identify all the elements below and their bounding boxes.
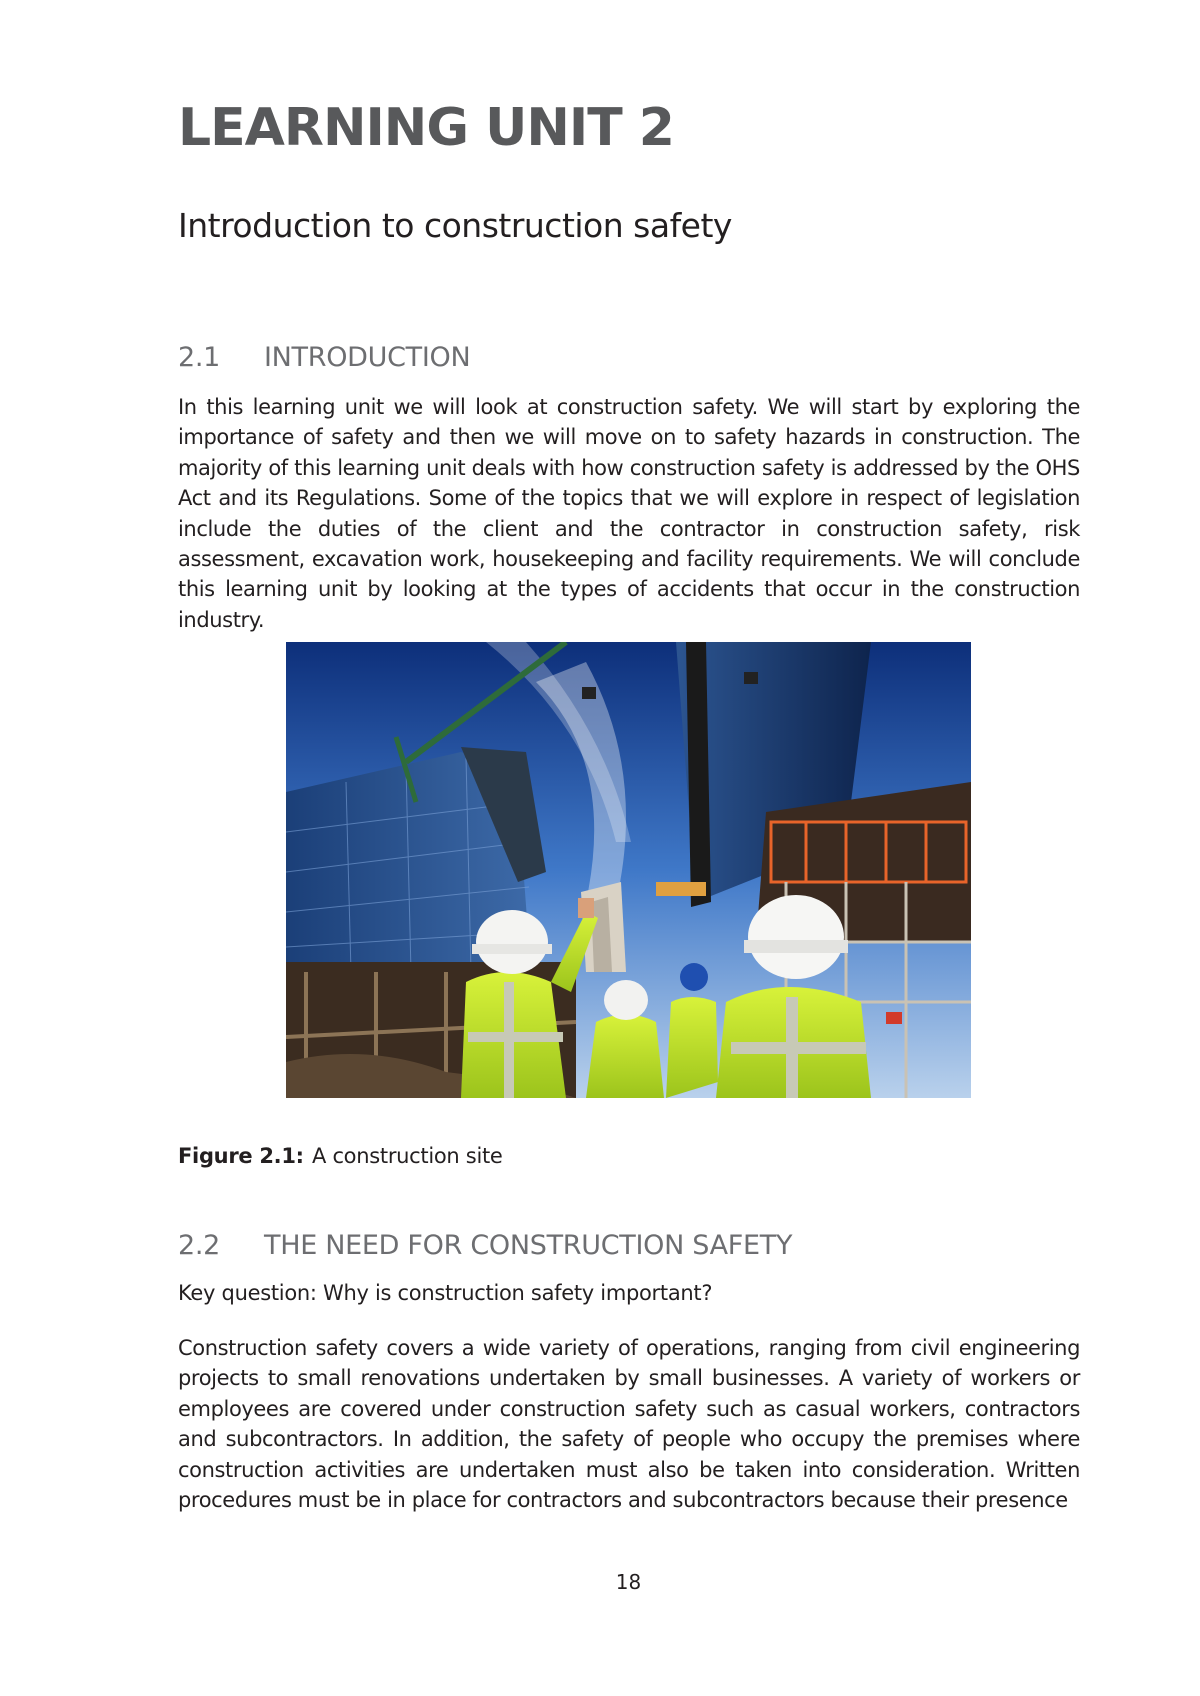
figure-caption [178, 1144, 503, 1168]
key-question: Key question: Why is construction safety important? [178, 1281, 713, 1305]
section-heading-2-1 [178, 342, 470, 373]
section-title: THE NEED FOR CONSTRUCTION SAFETY [264, 1230, 793, 1261]
figure-label: Figure 2.1: [178, 1144, 304, 1168]
section-number: 2.1 [178, 342, 221, 373]
section-number: 2.2 [178, 1230, 221, 1261]
section-title: INTRODUCTION [264, 342, 471, 373]
section-heading-2-2 [178, 1230, 792, 1261]
unit-subtitle: Introduction to construction safety [178, 206, 732, 245]
figure-caption-text: A construction site [312, 1144, 503, 1168]
intro-paragraph: In this learning unit we will look at construction safety. We will start by exploring the importance of safety and then we will move on to safety hazards in construction. The majority of this learning unit deals with how construction safety is addressed by the OHS Act and its Regulations. Some of the topics that we will explore in respect of legislation include the duties of the client and the contractor in construction safety, risk assessment, excavation work, housekeeping and facility requirements. We will conclude this learning unit by looking at the types of accidents that occur in the construction industry. [178, 395, 1080, 632]
page-number: 18 [615, 1570, 642, 1594]
unit-title: LEARNING UNIT 2 [178, 98, 674, 158]
need-paragraph: Construction safety covers a wide variety of operations, ranging from civil engineering projects to small renovations undertaken by small businesses. A variety of workers or employees are covered under construction safety such as casual workers, contractors and subcontractors. In addition, the safety of people who occupy the premises where construction activities are undertaken must also be taken into consideration. Written procedures must be in place for contractors and subcontractors because their presence [178, 1336, 1080, 1513]
construction-site-photo [286, 642, 971, 1098]
